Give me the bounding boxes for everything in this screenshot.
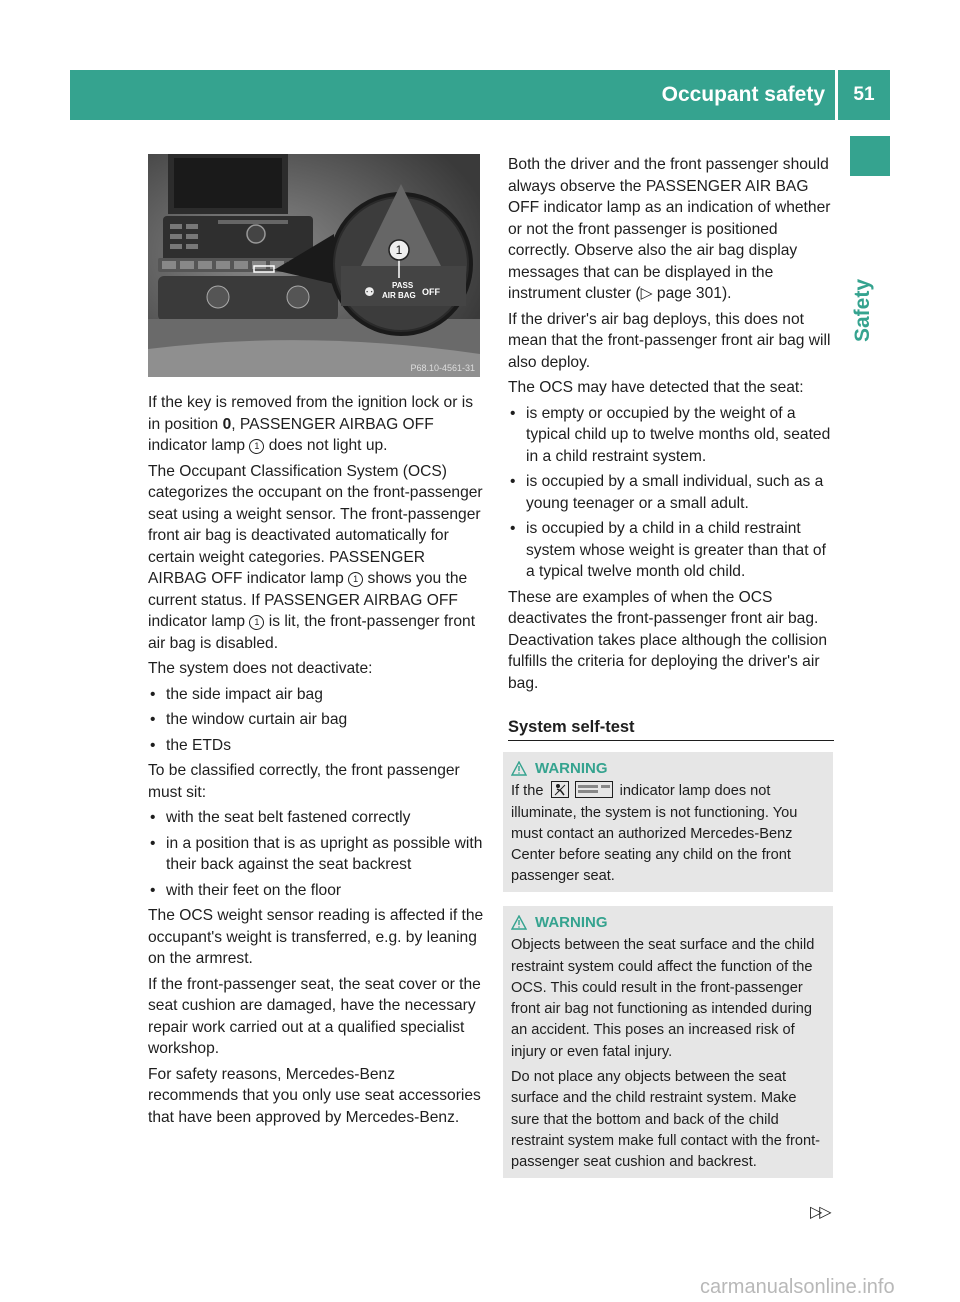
list-item: • in a position that is as upright as possible with their back against the seat backrest: [148, 833, 484, 876]
list-item: • the side impact air bag: [148, 684, 484, 706]
bullet-icon: •: [150, 736, 156, 754]
list-item: • is occupied by a small individual, such as a young teenager or a small adult.: [508, 471, 838, 514]
warning-text: Objects between the seat surface and the child restraint system could affect the function of the OCS. This could result in the front-passenger front air bag not functioning as intended during an accident. This poses an increased risk of injury or even fatal injury.: [511, 937, 815, 1060]
list-item: • the ETDs: [148, 735, 484, 757]
bullet-icon: •: [510, 404, 516, 422]
callout-1-icon: 1: [249, 439, 264, 454]
callout-1-icon: 1: [249, 615, 264, 630]
dashboard-photo: [148, 154, 480, 377]
svg-text:⚉: ⚉: [364, 285, 375, 299]
list-item: • is empty or occupied by the weight of a typical child up to twelve months old, seated in a child restraint system.: [508, 403, 838, 468]
page-header: [70, 70, 890, 120]
section-title: System self-test: [508, 718, 834, 741]
warning-box: [503, 906, 833, 1178]
bullet-icon: •: [510, 473, 516, 490]
header-title: Occupant safety: [661, 83, 825, 106]
paragraph: If the front-passenger seat, the seat cover or the seat cushion are damaged, have the necessary repair work carried out at a qualified specialist workshop.: [148, 975, 481, 1057]
paragraph: Both the driver and the front passenger should always observe the PASSENGER AIR BAG OFF indicator lamp as an indication of whether or not the front passenger is positioned correctly. Observe also the air bag display messages that can be displayed in the instrument cluster (▷ page 301).: [508, 156, 831, 302]
warning-triangle-icon: [511, 915, 527, 930]
seat-occupant-icon: [551, 781, 569, 798]
figure-callout-1: 1: [395, 243, 403, 257]
paragraph: If the driver's air bag deploys, this does not mean that the front-passenger front air bag will also deploy.: [508, 310, 831, 371]
left-column: [148, 392, 484, 1132]
paragraph: If the key is removed from the ignition lock or is in position 0, PASSENGER AIRBAG OFF indicator lamp 1 does not light up.: [148, 394, 474, 454]
paragraph: For safety reasons, Mercedes-Benz recommends that you only use seat accessories that have been approved by Mercedes-Benz.: [148, 1065, 481, 1126]
callout-1-icon: 1: [348, 572, 363, 587]
warning-triangle-icon: [511, 761, 527, 776]
paragraph: The Occupant Classification System (OCS) categorizes the occupant on the front-passenger seat using a weight sensor. The front-passenger front air bag is deactivated automatically for certain weight categories. PASSENGER AIRBAG OFF indicator lamp 1 shows you the current status. If PASSENGER AIRBAG OFF indicator lamp 1 is lit, the front-passenger front air bag is disabled.: [148, 462, 483, 652]
paragraph: To be classified correctly, the front passenger must sit:: [148, 762, 460, 801]
watermark: carmanualsonline.info: [700, 1276, 895, 1298]
bullet-icon: •: [150, 711, 156, 728]
bullet-icon: •: [150, 685, 156, 703]
bullet-icon: •: [150, 809, 156, 826]
paragraph: The system does not deactivate:: [148, 660, 373, 677]
continued-arrow-icon: ▷▷: [810, 1204, 829, 1221]
side-tab-marker: [850, 136, 890, 176]
list-item: • is occupied by a child in a child restraint system whose weight is greater than that of a typical twelve month old child.: [508, 518, 838, 583]
list-item: • with the seat belt fastened correctly: [148, 807, 484, 829]
warning-header: WARNING: [511, 912, 825, 933]
lamp-off-text: OFF: [422, 287, 440, 297]
list-item: • the window curtain air bag: [148, 709, 484, 731]
warning-text: Do not place any objects between the seat surface and the child restraint system. Make sure that the bottom and back of the child restraint system make full contact with the front-passenger seat cushion and backrest.: [511, 1069, 821, 1171]
warning-header: WARNING: [511, 758, 825, 779]
paragraph: The OCS may have detected that the seat:: [508, 379, 804, 396]
paragraph: The OCS weight sensor reading is affected if the occupant's weight is transferred, e.g. by leaning on the armrest.: [148, 907, 484, 967]
figure-code: P68.10-4561-31: [410, 363, 475, 373]
pass-airbag-off-icon: [575, 781, 613, 798]
bullet-icon: •: [150, 881, 156, 899]
page-number: 51: [853, 84, 875, 105]
bullet-icon: •: [150, 834, 156, 852]
warning-text: If the indicator lamp does not illuminate, the system is not functioning. You must contact an authorized Mercedes-Benz Center before seating any child on the front passenger seat.: [511, 783, 798, 885]
lamp-pass-text: PASS: [392, 281, 414, 290]
paragraph: These are examples of when the OCS deactivates the front-passenger front air bag. Deactivation takes place although the collision fulfills the criteria for deploying the driver's air bag.: [508, 588, 828, 692]
lamp-airbag-text: AIR BAG: [382, 291, 416, 300]
side-tab-label: Safety: [851, 278, 874, 342]
warning-box: [503, 752, 833, 892]
bullet-icon: •: [510, 520, 516, 537]
right-column: [508, 154, 838, 698]
list-item: • with their feet on the floor: [148, 880, 484, 902]
